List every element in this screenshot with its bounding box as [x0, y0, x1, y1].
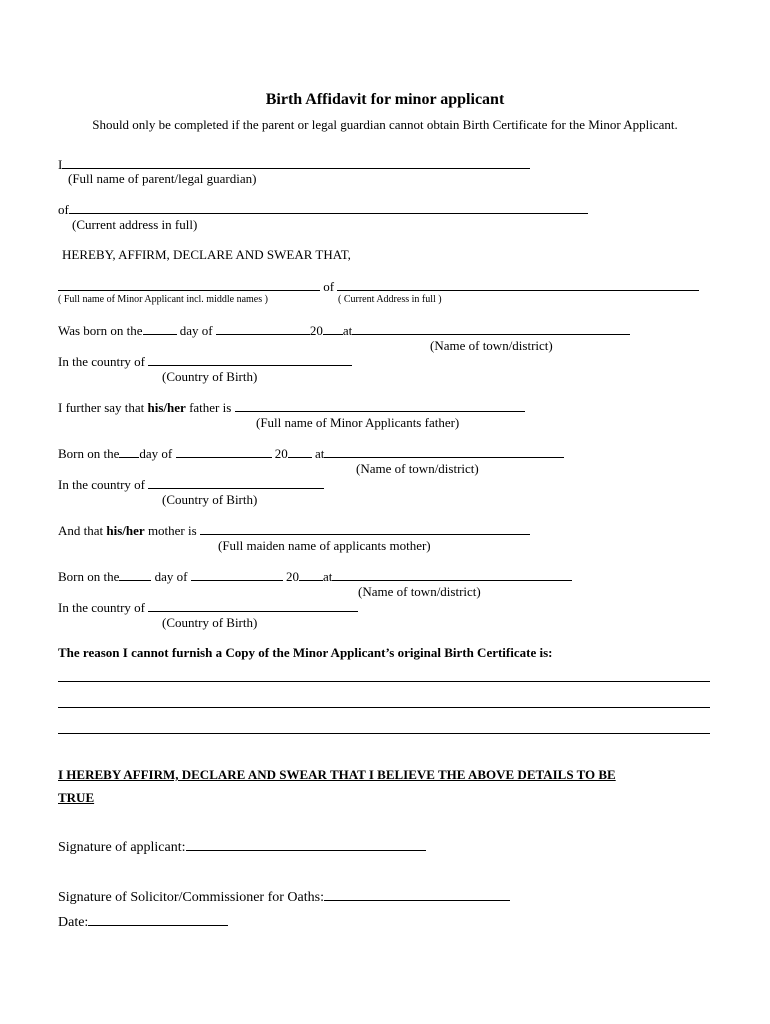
date-label: Date:: [58, 915, 89, 930]
mother-name-field[interactable]: [200, 522, 530, 535]
hereby-statement: HEREBY, AFFIRM, DECLARE AND SWEAR THAT,: [62, 247, 351, 262]
born3-day-field[interactable]: [119, 568, 151, 581]
reason-line-1[interactable]: [58, 681, 710, 682]
born-row-2: [58, 445, 564, 462]
born-row-1: [58, 322, 630, 339]
document-title: Birth Affidavit for minor applicant: [265, 91, 505, 108]
father-his-her: his/her: [147, 400, 186, 415]
address-field[interactable]: [69, 201, 588, 214]
born2-text-d: at: [315, 446, 325, 461]
applicant-signature-label: Signature of applicant:: [58, 840, 186, 855]
mother-text-a: And that: [58, 523, 107, 538]
guardian-name-field[interactable]: [62, 156, 530, 169]
guardian-prefix: I: [58, 157, 63, 172]
born3-text-c: 20: [286, 569, 299, 584]
born1-town-field[interactable]: [352, 322, 630, 335]
document-subtitle: Should only be completed if the parent or legal guardian cannot obtain Birth Certificate for the Minor Applicant.: [92, 117, 678, 132]
born2-text-c: 20: [274, 446, 288, 461]
born3-town-caption: (Name of town/district): [358, 584, 481, 599]
born2-day-field[interactable]: [119, 445, 139, 458]
born3-text-d: at: [323, 569, 333, 584]
born1-town-caption: (Name of town/district): [430, 338, 553, 353]
born3-year-field[interactable]: [299, 568, 323, 581]
born1-text-a: Was born on the: [58, 323, 143, 338]
father-text-b: father is: [185, 400, 232, 415]
applicant-signature-field[interactable]: [186, 838, 426, 851]
country2-field[interactable]: [148, 476, 324, 489]
reason-line-3[interactable]: [58, 733, 710, 734]
born3-text-b: day of: [154, 569, 188, 584]
country1-field[interactable]: [148, 353, 352, 366]
born2-year-field[interactable]: [288, 445, 312, 458]
mother-caption: (Full maiden name of applicants mother): [218, 538, 431, 553]
father-row: [58, 399, 525, 416]
born2-text-b: day of: [139, 446, 173, 461]
born1-year-field[interactable]: [323, 322, 343, 335]
address-prefix: of: [58, 202, 69, 217]
mother-row: [58, 522, 530, 539]
born3-text-a: Born on the: [58, 569, 120, 584]
minor-row: [58, 278, 699, 295]
born2-town-caption: (Name of town/district): [356, 461, 479, 476]
born3-town-field[interactable]: [332, 568, 572, 581]
minor-of-label: of: [323, 279, 335, 294]
born2-month-field[interactable]: [176, 445, 272, 458]
country-row-2: [58, 476, 324, 493]
minor-name-field[interactable]: [58, 278, 320, 291]
mother-his-her: his/her: [106, 523, 145, 538]
born1-text-b: day of: [179, 323, 213, 338]
address-caption: (Current address in full): [72, 217, 198, 232]
country3-label: In the country of: [58, 600, 146, 615]
declaration-line-1: I HEREBY AFFIRM, DECLARE AND SWEAR THAT I BELIEVE THE ABOVE DETAILS TO BE: [58, 767, 616, 782]
born1-month-field[interactable]: [216, 322, 310, 335]
country1-caption: (Country of Birth): [162, 369, 258, 384]
father-caption: (Full name of Minor Applicants father): [256, 415, 460, 430]
reason-line-2[interactable]: [58, 707, 710, 708]
country3-caption: (Country of Birth): [162, 615, 258, 630]
born-row-3: [58, 568, 572, 585]
minor-address-caption: ( Current Address in full ): [338, 294, 442, 305]
country-row-1: [58, 353, 352, 370]
father-name-field[interactable]: [235, 399, 525, 412]
solicitor-signature-label: Signature of Solicitor/Commissioner for Oaths:: [58, 890, 324, 905]
born2-text-a: Born on the: [58, 446, 120, 461]
guardian-caption: (Full name of parent/legal guardian): [68, 171, 257, 186]
country-row-3: [58, 599, 358, 616]
minor-address-field[interactable]: [337, 278, 699, 291]
solicitor-signature-row: [58, 888, 510, 907]
declaration-line-2: TRUE: [58, 790, 95, 805]
applicant-signature-row: [58, 838, 426, 857]
born1-text-d: at: [342, 323, 353, 338]
country3-field[interactable]: [148, 599, 358, 612]
country2-caption: (Country of Birth): [162, 492, 258, 507]
father-text-a: I further say that: [58, 400, 148, 415]
country1-label: In the country of: [58, 354, 146, 369]
born1-text-c: 20: [309, 323, 323, 338]
minor-name-caption: ( Full name of Minor Applicant incl. middle names ): [58, 294, 268, 305]
solicitor-signature-field[interactable]: [324, 888, 510, 901]
reason-heading: The reason I cannot furnish a Copy of the Minor Applicant’s original Birth Certificate is:: [58, 645, 553, 660]
born3-month-field[interactable]: [191, 568, 283, 581]
date-row: [58, 913, 228, 932]
country2-label: In the country of: [58, 477, 146, 492]
date-field[interactable]: [88, 913, 228, 926]
address-row: [58, 201, 588, 218]
born2-town-field[interactable]: [324, 445, 564, 458]
born1-day-field[interactable]: [143, 322, 177, 335]
mother-text-b: mother is: [144, 523, 197, 538]
